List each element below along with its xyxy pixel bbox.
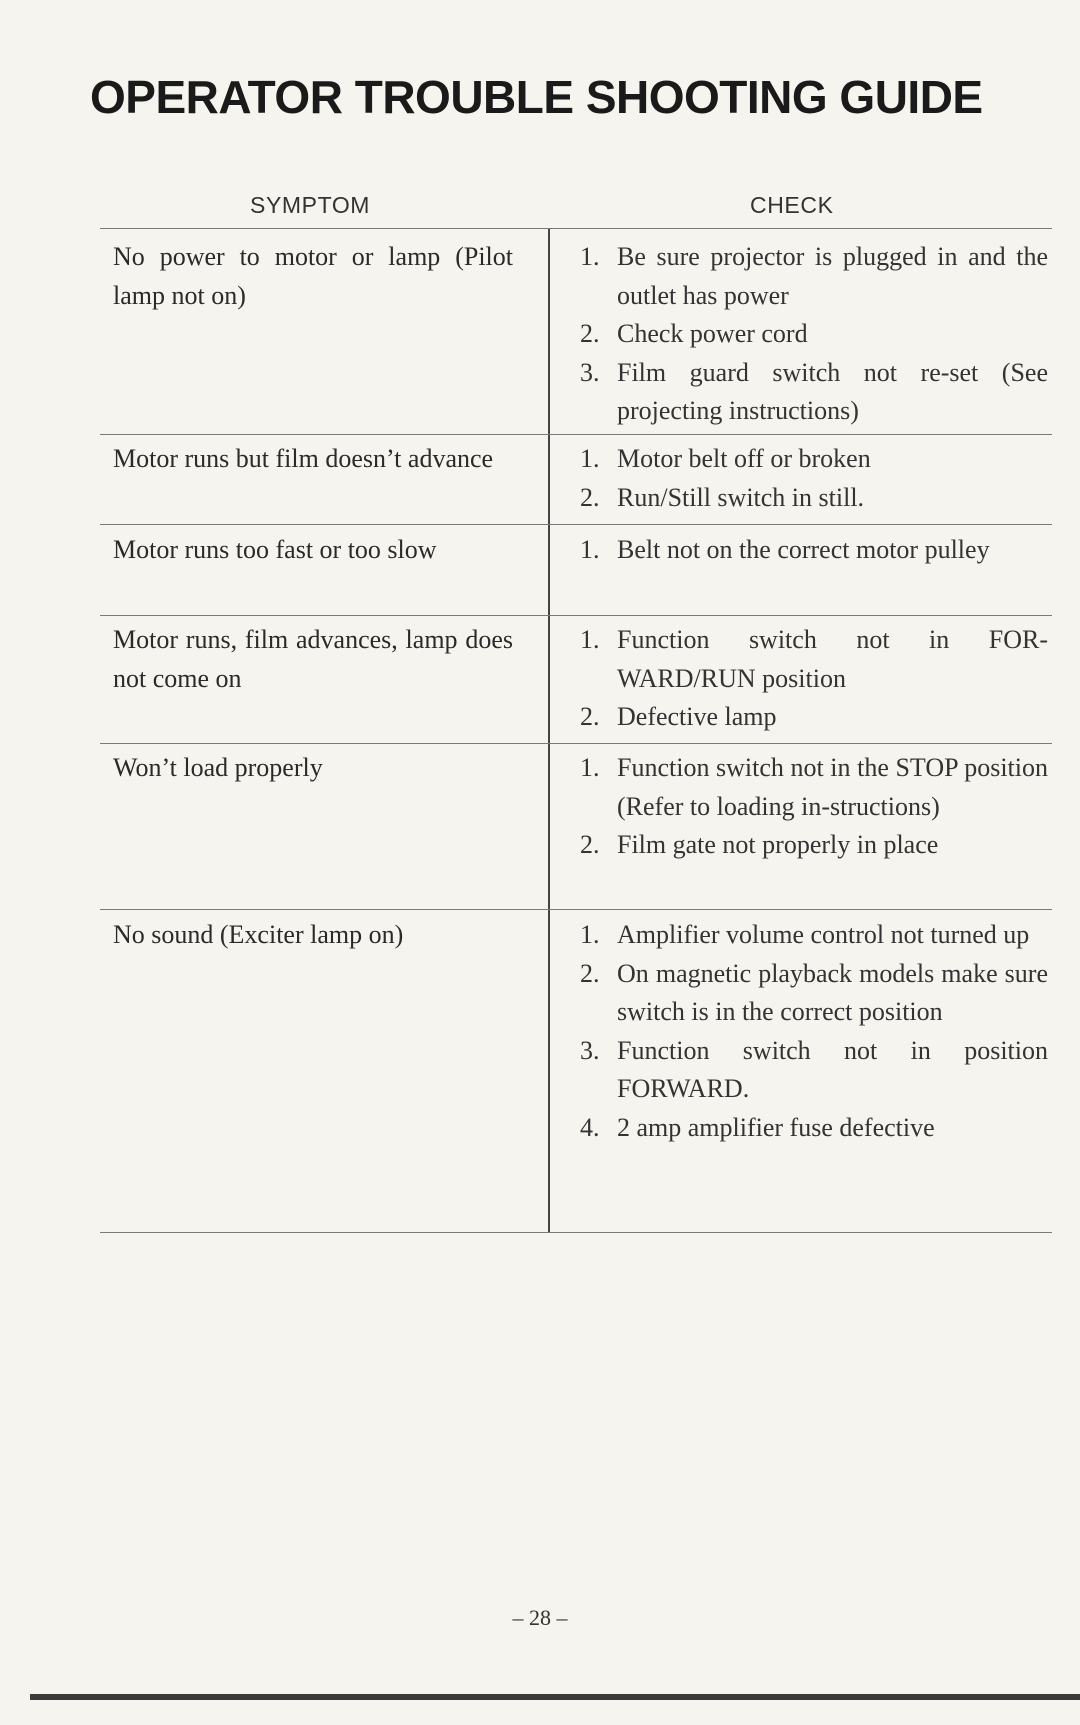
check-item [580, 1109, 1048, 1148]
row-divider [100, 909, 1052, 910]
check-item [580, 916, 1048, 955]
symptom-cell: Motor runs but film doesn’t advance [113, 444, 494, 473]
check-item [580, 440, 1048, 479]
check-text: Motor belt off or broken [617, 444, 871, 473]
symptom-cell: Won’t load properly [113, 753, 323, 782]
check-number: 1. [580, 920, 600, 949]
check-column-header: CHECK [750, 192, 834, 218]
check-text: Film guard switch not re-set (See projecting instructions) [617, 357, 1048, 425]
symptom-cell: No sound (Exciter lamp on) [113, 920, 404, 949]
row-divider [100, 434, 1052, 435]
header-rule [100, 228, 1052, 229]
check-item [580, 238, 1048, 315]
check-text: Check power cord [617, 319, 808, 348]
symptom-cell: Motor runs, film advances, lamp does not come on [113, 625, 513, 693]
check-item [580, 531, 1048, 570]
check-item [580, 826, 1048, 865]
check-number: 3. [580, 357, 600, 387]
check-item [580, 315, 1048, 354]
check-item [580, 1032, 1048, 1109]
check-number: 2. [580, 482, 600, 512]
symptom-cell: No power to motor or lamp (Pilot lamp not on) [113, 242, 513, 310]
page-number: – 28 – [512, 1605, 568, 1630]
row-divider [100, 743, 1052, 744]
check-item [580, 479, 1048, 518]
check-number: 2. [580, 958, 600, 988]
check-number: 1. [580, 625, 600, 654]
check-list [580, 621, 1048, 737]
symptom-cell: Motor runs too fast or too slow [113, 535, 437, 564]
check-list [580, 440, 1048, 517]
check-number: 1. [580, 242, 600, 271]
bottom-edge-bar [30, 1694, 1080, 1700]
column-divider [548, 228, 550, 1233]
check-number: 4. [580, 1112, 600, 1142]
check-item [580, 621, 1048, 698]
check-text: Defective lamp [617, 702, 777, 731]
check-text: Function switch not in position FORWARD. [617, 1035, 1048, 1103]
page-title: OPERATOR TROUBLE SHOOTING GUIDE [90, 71, 983, 123]
row-divider [100, 615, 1052, 616]
check-item [580, 749, 1048, 826]
check-number: 1. [580, 753, 600, 782]
check-list [580, 749, 1048, 865]
check-text: Be sure projector is plugged in and the outlet has power [617, 242, 1048, 310]
check-number: 1. [580, 444, 600, 473]
check-text: On magnetic playback models make sure switch is in the correct position [617, 958, 1048, 1026]
check-list [580, 916, 1048, 1147]
check-text: Belt not on the correct motor pulley [617, 535, 990, 564]
symptom-column-header: SYMPTOM [250, 192, 371, 218]
check-text: Function switch not in the STOP position (Refer to loading in-structions) [617, 753, 1048, 821]
check-list [580, 238, 1048, 431]
check-text: Run/Still switch in still. [617, 482, 865, 512]
check-list [580, 531, 1048, 570]
check-number: 2. [580, 319, 600, 348]
check-text: 2 amp amplifier fuse defective [617, 1112, 935, 1142]
check-number: 2. [580, 830, 600, 859]
check-item [580, 698, 1048, 737]
check-item [580, 354, 1048, 431]
table-bottom-rule [100, 1232, 1052, 1233]
check-item [580, 955, 1048, 1032]
check-text: Amplifier volume control not turned up [617, 920, 1030, 949]
row-divider [100, 524, 1052, 525]
check-number: 2. [580, 702, 600, 731]
check-text: Function switch not in FOR-WARD/RUN position [617, 625, 1048, 693]
check-number: 1. [580, 535, 600, 564]
check-number: 3. [580, 1035, 600, 1065]
check-text: Film gate not properly in place [617, 830, 939, 859]
